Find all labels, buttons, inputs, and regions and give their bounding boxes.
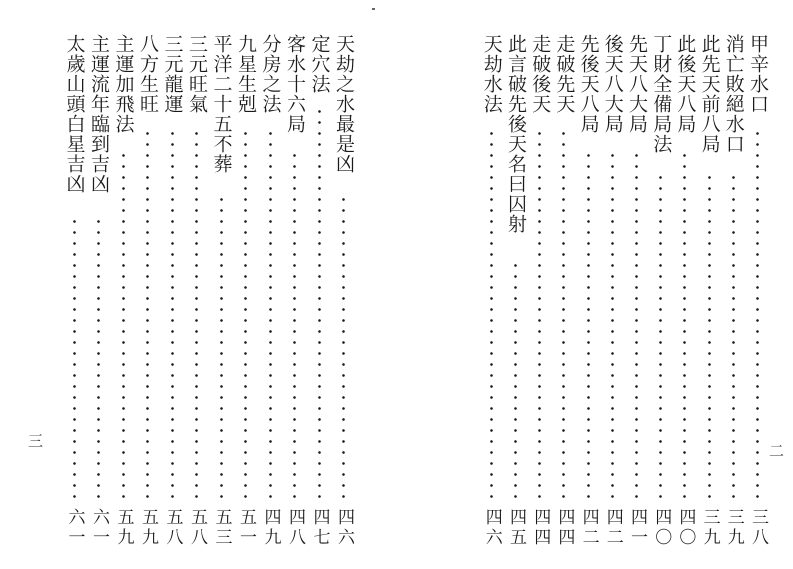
toc-entry-page-number: 四四 [530, 508, 551, 548]
toc-entry [259, 34, 282, 548]
toc-entry [235, 34, 257, 548]
toc-entry [674, 34, 697, 548]
toc-entry-title: 九星生剋 [235, 34, 257, 114]
toc-entry-page-number: 五九 [138, 508, 158, 548]
toc-entry-page-number: 四六 [334, 508, 354, 548]
toc-entry [63, 34, 86, 548]
dot-leader [658, 172, 663, 500]
toc-entry-page-number: 五八 [187, 508, 207, 548]
toc-entry-page-number: 四八 [285, 508, 305, 548]
toc-entry [626, 34, 648, 548]
toc-entry-title: 此先天前八局 [698, 34, 721, 154]
toc-entry-page-number: 五八 [162, 508, 183, 548]
dot-leader [489, 128, 494, 500]
dot-leader [121, 150, 126, 500]
toc-entry-title: 主運流年臨到吉凶 [88, 34, 110, 194]
toc-entry-title: 定穴法 [308, 34, 331, 94]
dot-leader [634, 150, 639, 500]
toc-entry-page-number: 四六 [481, 508, 502, 548]
toc-entry [722, 34, 745, 548]
toc-entry-page-number: 六一 [89, 508, 109, 548]
dot-leader [561, 128, 566, 500]
page-folio-right: 二 [769, 442, 785, 460]
toc-entry-page-number: 五一 [236, 508, 256, 548]
dot-leader [268, 128, 273, 500]
toc-entry-page-number: 四二 [602, 508, 623, 548]
toc-entry-page-number: 六一 [64, 508, 85, 548]
toc-entry [210, 34, 233, 548]
dot-leader [682, 150, 687, 500]
dot-leader [731, 172, 736, 500]
toc-entry-page-number: 三八 [748, 508, 768, 548]
toc-entry [333, 34, 355, 548]
toc-entry-page-number: 四九 [260, 508, 281, 548]
dot-leader [317, 106, 322, 500]
toc-entry-page-number: 四七 [309, 508, 330, 548]
toc-entry [161, 34, 184, 548]
toc-entry [577, 34, 600, 548]
toc-entry [88, 34, 110, 548]
toc-entry [284, 34, 306, 548]
toc-entry-title: 三元旺氣 [186, 34, 208, 114]
toc-entry-page-number: 三九 [723, 508, 744, 548]
dot-leader [194, 128, 199, 500]
dot-leader [292, 150, 297, 500]
dot-leader [586, 150, 591, 500]
dot-leader [610, 150, 615, 500]
toc-entry-page-number: 五三 [211, 508, 232, 548]
dot-leader [341, 194, 346, 500]
toc-entry [112, 34, 135, 548]
toc-entry-page-number: 五九 [113, 508, 134, 548]
toc-entry [137, 34, 159, 548]
toc-entry [601, 34, 624, 548]
toc-entry [650, 34, 673, 548]
toc-entry [308, 34, 331, 548]
dot-leader [707, 172, 712, 500]
toc-entry-title: 天劫水法 [480, 34, 503, 114]
page-folio-left: 三 [28, 432, 44, 450]
toc-entry [529, 34, 552, 548]
toc-entry [553, 34, 576, 548]
toc-entry-title: 走破先天 [553, 34, 576, 114]
dot-leader [219, 194, 224, 500]
toc-entry [480, 34, 503, 548]
toc-entry-title: 走破後天 [529, 34, 552, 114]
dot-leader [243, 128, 248, 500]
toc-entry [747, 34, 769, 548]
toc-entry-title: 客水十六局 [284, 34, 306, 134]
toc-entry-page-number: 四〇 [651, 508, 672, 548]
toc-entry [698, 34, 721, 548]
toc-entry-page-number: 四二 [578, 508, 599, 548]
toc-entry [186, 34, 208, 548]
dot-leader [513, 260, 518, 500]
left-page [0, 0, 396, 569]
toc-entry-title: 平洋二十五不葬 [210, 34, 233, 174]
toc-entry-title: 丁財全備局法 [650, 34, 673, 154]
dot-leader [537, 128, 542, 500]
toc-entry-title: 此言破先後天名曰囚射 [505, 34, 527, 234]
toc-entry-page-number: 四一 [627, 508, 647, 548]
toc-entry-title: 消亡敗絕水口 [722, 34, 745, 154]
toc-entry-title: 主運加飛法 [112, 34, 135, 134]
toc-entry-title: 三元龍運 [161, 34, 184, 114]
toc-entry-title: 天劫之水最是凶 [333, 34, 355, 174]
toc-entry-page-number: 三九 [699, 508, 720, 548]
toc-entry-title: 此後天八局 [674, 34, 697, 134]
right-page [396, 0, 793, 569]
toc-entry-page-number: 四四 [554, 508, 575, 548]
toc-entry-title: 後天八大局 [601, 34, 624, 134]
toc-entry-page-number: 四五 [506, 508, 526, 548]
toc-entry-title: 分房之法 [259, 34, 282, 114]
toc-entry-title: 太歲山頭白星吉凶 [63, 34, 86, 194]
dot-leader [145, 128, 150, 500]
toc-entry-title: 先天八大局 [626, 34, 648, 134]
dot-leader [96, 216, 101, 500]
dot-leader [170, 128, 175, 500]
dot-leader [755, 128, 760, 500]
dot-leader [72, 216, 77, 500]
toc-entry-title: 八方生旺 [137, 34, 159, 114]
toc-entry-page-number: 四〇 [675, 508, 696, 548]
toc-entry-title: 先後天八局 [577, 34, 600, 134]
toc-entry [505, 34, 527, 548]
toc-entry-title: 甲辛水口 [747, 34, 769, 114]
